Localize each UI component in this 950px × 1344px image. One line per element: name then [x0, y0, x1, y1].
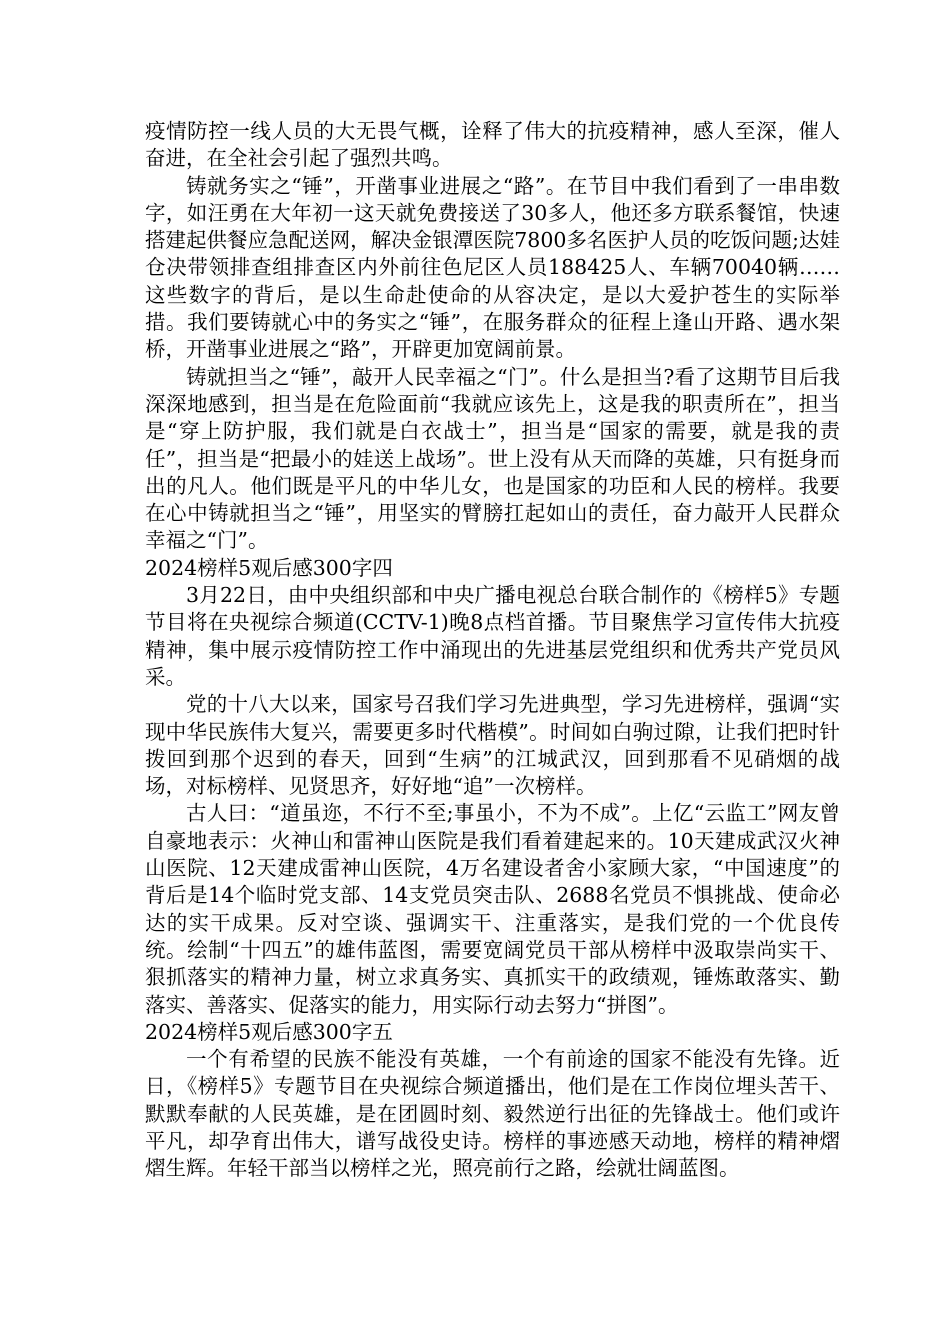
section-heading-five: 2024榜样5观后感300字五: [145, 1019, 393, 1044]
paragraph-ancients-said: 古人曰：“道虽迩，不行不至;事虽小，不为不成”。上亿“云监工”网友曾自豪地表示：火神山和雷神山医院是我们看着建起来的。10天建成武汉火神山医院、12天建成雷神山医院，4万名建设者舍小家顾大家，“中国速度”的背后是14个临时党支部、14支党员突击队、2688名党员不惧挑战、使命必达的实干成果。反对空谈、强调实干、注重落实，是我们党的一个优良传统。绘制“十四五”的雄伟蓝图，需要宽阔党员干部从榜样中汲取崇尚实干、狠抓落实的精神力量，树立求真务实、真抓实干的政绩观，锤炼敢落实、勤落实、善落实、促落实的能力，用实际行动去努力“拼图”。: [145, 801, 840, 1017]
paragraph-program-intro: 3月22日，由中央组织部和中央广播电视总台联合制作的《榜样5》专题节目将在央视综合频道(CCTV-1)晚8点档首播。节目聚焦学习宣传伟大抗疫精神，集中展示疫情防控工作中涌现出的先进基层党组织和优秀共产党员风采。: [145, 583, 840, 689]
paragraph-learn-role-models: 党的十八大以来，国家号召我们学习先进典型，学习先进榜样，强调“实现中华民族伟大复兴，需要更多时代楷模”。时间如白驹过隙，让我们把时针拨回到那个迟到的春天，回到“生病”的江城武汉，回到那看不见硝烟的战场，对标榜样、见贤思齐，好好地“追”一次榜样。: [145, 692, 840, 799]
document-page: [145, 118, 840, 1183]
paragraph-responsibility-hammer: 铸就担当之“锤”，敲开人民幸福之“门”。什么是担当?看了这期节目后我深深地感到，担当是在危险面前“我就应该先上，这是我的职责所在”，担当是“穿上防护服，我们就是白衣战士”，担当是“国家的需要，就是我的责任”，担当是“把最小的娃送上战场”。世上没有从天而降的英雄，只有挺身而出的凡人。他们既是平凡的中华儿女，也是国家的功臣和人民的榜样。我要在心中铸就担当之“锤”，用坚实的臂膀扛起如山的责任，奋力敲开人民群众幸福之“门”。: [145, 364, 840, 553]
paragraph-pragmatic-hammer: 铸就务实之“锤”，开凿事业进展之“路”。在节目中我们看到了一串串数字，如汪勇在大年初一这天就免费接送了30多人，他还多方联系餐馆，快速搭建起供餐应急配送网，解决金银潭医院7800多名医护人员的吃饭问题;达娃仓决带领排查组排查区内外前往色尼区人员188425人、车辆70040辆……这些数字的背后，是以生命赴使命的从容决定，是以大爱护苍生的实际举措。我们要铸就心中的务实之“锤”，在服务群众的征程上逢山开路、遇水架桥，开凿事业进展之“路”，开辟更加宽阔前景。: [145, 173, 840, 362]
paragraph-heroes-vanguard: 一个有希望的民族不能没有英雄，一个有前途的国家不能没有先锋。近日，《榜样5》专题节目在央视综合频道播出，他们是在工作岗位埋头苦干、默默奉献的人民英雄，是在团圆时刻、毅然逆行出征的先锋战士。他们或许平凡，却孕育出伟大，谱写战役史诗。榜样的事迹感天动地，榜样的精神熠熠生辉。年轻干部当以榜样之光，照亮前行之路，绘就壮阔蓝图。: [145, 1047, 840, 1181]
paragraph-continuation: 疫情防控一线人员的大无畏气概，诠释了伟大的抗疫精神，感人至深，催人奋进，在全社会引起了强烈共鸣。: [145, 119, 840, 171]
section-heading-four: 2024榜样5观后感300字四: [145, 555, 393, 580]
